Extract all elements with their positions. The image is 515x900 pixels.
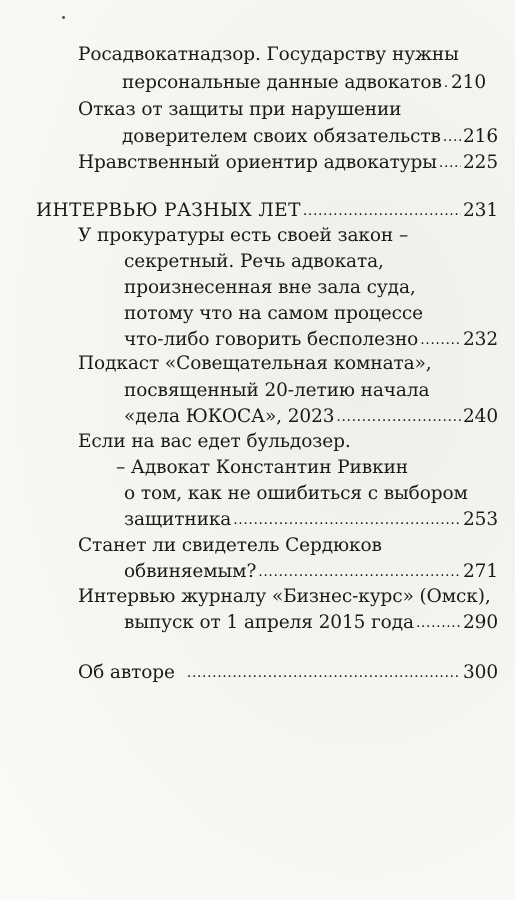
page-number: 216 — [462, 126, 498, 147]
dot-leader — [303, 199, 461, 222]
toc-entry-last-line[interactable] — [122, 72, 486, 95]
toc-entry-text: Отказ от защиты при нарушении — [78, 99, 402, 120]
toc-entry[interactable] — [78, 152, 498, 175]
toc-entry-text: доверителем своих обязательств — [122, 126, 441, 147]
toc-entry-text: обвиняемым? — [124, 561, 257, 582]
page-number: 210 — [450, 72, 486, 93]
page-number: 240 — [462, 406, 498, 427]
dot-leader — [258, 560, 461, 583]
toc-entry-text: что-либо говорить бесполезно — [124, 329, 419, 350]
toc-entry-text: У прокуратуры есть своей закон – — [78, 225, 409, 246]
dot-leader — [439, 151, 461, 174]
toc-entry-last-line[interactable] — [124, 612, 498, 635]
toc-entry-text: о том, как не ошибиться с выбором — [124, 483, 468, 504]
dot-leader — [416, 611, 461, 634]
dot-leader — [187, 661, 461, 684]
toc-entry-text: – Адвокат Константин Ривкин — [116, 457, 409, 478]
toc-entry[interactable] — [78, 662, 498, 685]
toc-entry-text: Если на вас едет бульдозер. — [78, 431, 351, 452]
toc-entry-last-line[interactable] — [124, 561, 498, 584]
toc-entry-text: Нравственный ориентир адвокатуры — [78, 152, 437, 173]
page-number: 290 — [462, 612, 498, 633]
toc-entry-text: выпуск от 1 апреля 2015 года — [124, 612, 414, 633]
toc-entry-last-line[interactable] — [124, 329, 498, 352]
toc-entry-last-line[interactable] — [124, 406, 498, 429]
page-number: 271 — [462, 561, 498, 582]
toc-entry-text: Подкаст «Совещательная комната», — [78, 353, 432, 374]
toc-entry-text: персональные данные адвокатов — [122, 72, 442, 93]
toc-entry-text: «дела ЮКОСА», 2023 — [124, 406, 335, 427]
toc-entry-text: секретный. Речь адвоката, — [124, 251, 384, 272]
dot-leader — [443, 125, 461, 148]
page-number: 231 — [462, 200, 498, 221]
toc-entry-text: произнесенная вне зала суда, — [124, 277, 416, 298]
toc-entry-text: посвященный 20-летию начала — [124, 380, 430, 401]
page-number: 300 — [462, 662, 498, 683]
toc-entry-last-line[interactable] — [122, 126, 498, 149]
toc-entry-last-line[interactable] — [124, 509, 498, 532]
dot-leader — [233, 508, 461, 531]
toc-entry-text: Об авторе — [78, 662, 175, 683]
toc-entry-text: Станет ли свидетель Сердюков — [78, 535, 382, 556]
dot-leader — [336, 405, 461, 428]
toc-entry-text: защитника — [124, 509, 232, 530]
page-number: 225 — [462, 152, 498, 173]
toc-entry-text: Интервью журналу «Бизнес-курс» (Омск), — [78, 586, 491, 607]
section-title: ИНТЕРВЬЮ РАЗНЫХ ЛЕТ — [36, 200, 301, 221]
page-number: 232 — [462, 329, 498, 350]
dot-leader — [444, 71, 449, 94]
page-number: 253 — [462, 509, 498, 530]
dot-leader — [420, 328, 461, 351]
toc-section-heading[interactable] — [36, 200, 498, 223]
toc-entry-text: потому что на самом процессе — [124, 303, 423, 324]
toc-entry-text: Росадвокатнадзор. Государству нужны — [78, 44, 459, 65]
